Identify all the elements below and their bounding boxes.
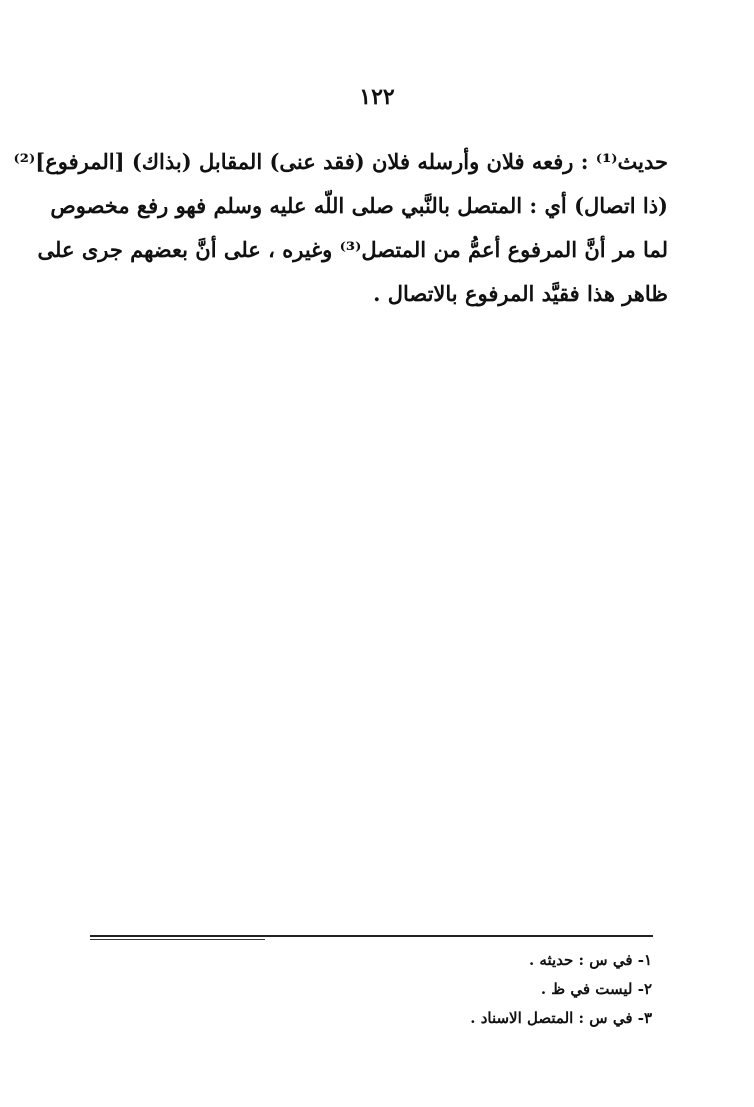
footnote-divider (90, 935, 653, 937)
footnote-2: ٢- ليست في ظ . (540, 980, 652, 998)
page-number: ١٢٢ (359, 84, 395, 110)
footnote-3: ٣- في س : المتصل الاسناد . (470, 1009, 652, 1027)
body-text (13, 140, 668, 316)
body-line-1: حديث⁽¹⁾ : رفعه فلان وأرسله فلان (فقد عنى) المقابل (بذاك) [المرفوع]⁽²⁾ (13, 149, 668, 174)
footnote-1: ١- في س : حديثه . (528, 951, 652, 969)
footnotes (300, 946, 652, 1033)
body-line-4: ظاهر هذا فقيَّد المرفوع بالاتصال . (373, 281, 668, 306)
body-line-2: (ذا اتصال) أي : المتصل بالنَّبي صلى اللّه عليه وسلم فهو رفع مخصوص (50, 193, 668, 218)
body-line-3: لما مر أنَّ المرفوع أعمُّ من المتصل⁽³⁾ وغيره ، على أنَّ بعضهم جرى على (37, 237, 668, 262)
footnote-divider-short (90, 939, 265, 940)
